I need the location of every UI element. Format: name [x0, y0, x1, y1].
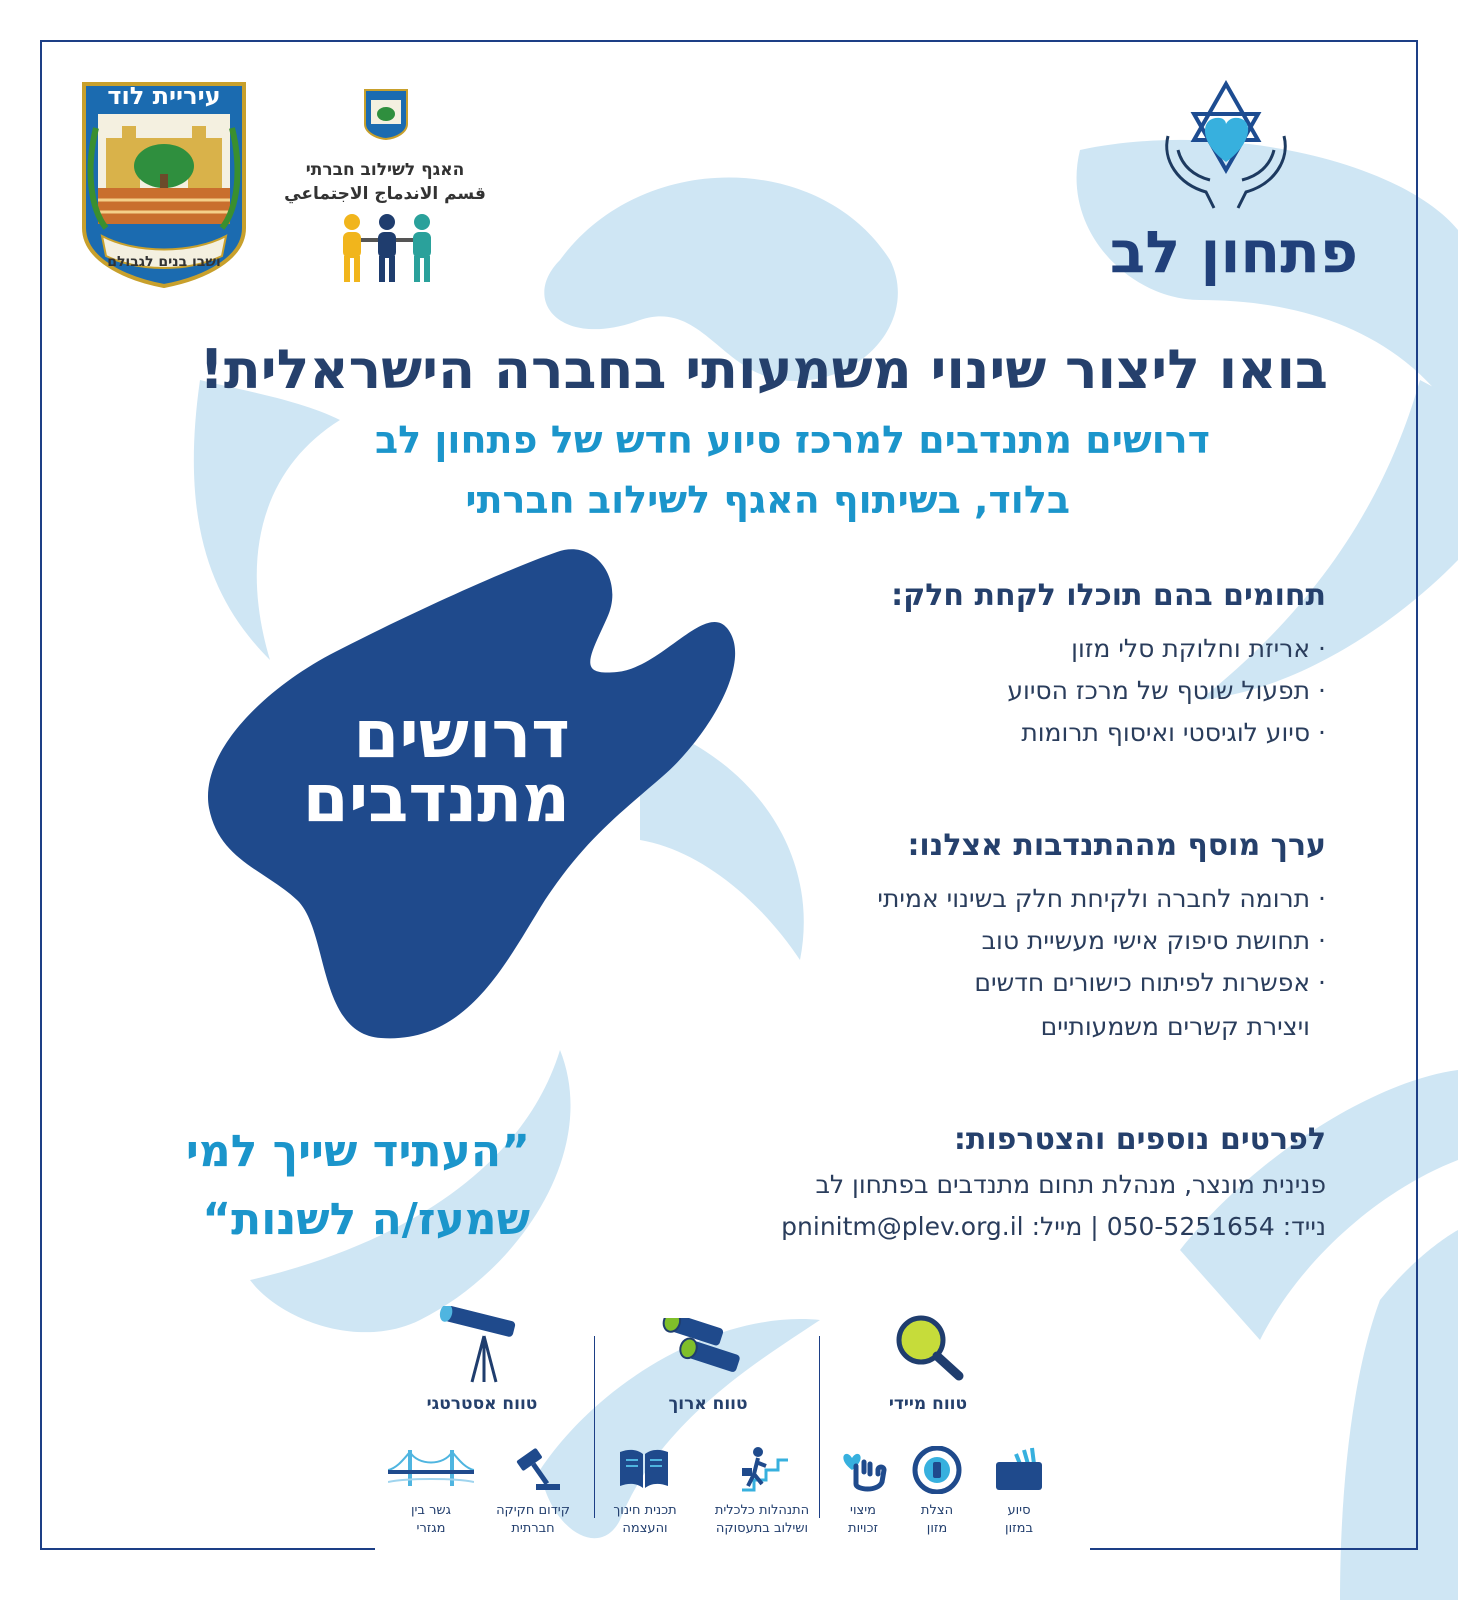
- value-item-continuation: ויצירת קשרים משמעותיים: [1040, 1012, 1310, 1041]
- dept-name-arabic: قسم الاندماج الاجتماعي: [284, 184, 486, 204]
- range-divider: [819, 1336, 820, 1518]
- areas-item: · תפעול שוטף של מרכז הסיוע: [1007, 676, 1326, 705]
- career-stairs-icon: [736, 1446, 788, 1492]
- value-item-text: תרומה לחברה ולקיחת חלק בשינוי אמיתי: [877, 884, 1311, 913]
- main-headline: בואו ליצור שינוי משמעותי בחברה הישראלית!: [199, 338, 1328, 401]
- social-integration-logo: [363, 88, 409, 140]
- telescope-icon: [434, 1306, 530, 1384]
- range-strategic-label: טווח אסטרטגי: [426, 1394, 538, 1414]
- range-immediate-label: טווח מיידי: [888, 1394, 968, 1414]
- people-holding-hands-icon: [328, 212, 446, 284]
- bridge-icon: [388, 1446, 474, 1490]
- blob-text-line1: דרושים: [353, 696, 570, 773]
- areas-item-text: אריזת וחלוקת סלי מזון: [1071, 634, 1311, 663]
- book-icon: [618, 1446, 670, 1490]
- rights-hand-icon: [838, 1446, 888, 1492]
- magnifier-icon: [893, 1312, 965, 1382]
- icon-label: התנהלות כלכלית ושילוב בתעסוקה: [714, 1503, 810, 1536]
- frame-gap: [375, 1540, 1090, 1560]
- dept-name-hebrew: האגף לשילוב חברתי: [305, 160, 465, 180]
- quote-line1: ”העתיד שייך למי: [185, 1126, 530, 1177]
- icon-label: גשר בין מגזרי: [410, 1503, 451, 1536]
- blob-text-line2: מתנדבים: [302, 760, 570, 837]
- icon-label: קידום חקיקה חברתית: [496, 1503, 570, 1536]
- lod-emblem-motto: ושבו בנים לגבולם: [107, 254, 221, 270]
- icon-label: תכנית חינוך והעצמה: [613, 1503, 677, 1536]
- contact-phone-email[interactable]: נייד: 050-5251654 | מייל: pninitm@plev.org.il: [781, 1212, 1326, 1241]
- subheadline-line2: בלוד, בשיתוף האגף לשילוב חברתי: [465, 478, 1070, 522]
- range-divider: [594, 1336, 595, 1518]
- value-item-text: תחושת סיפוק אישי מעשיית טוב: [981, 926, 1311, 955]
- range-long-label: טווח ארוך: [668, 1394, 748, 1414]
- areas-item-text: סיוע לוגיסטי ואיסוף תרומות: [1021, 718, 1311, 747]
- icon-label: מיצוי זכויות: [848, 1503, 878, 1536]
- areas-item-text: תפעול שוטף של מרכז הסיוע: [1007, 676, 1311, 705]
- food-rescue-icon: [912, 1446, 962, 1494]
- value-item: · תרומה לחברה ולקיחת חלק בשינוי אמיתי: [877, 884, 1326, 913]
- areas-item: · סיוע לוגיסטי ואיסוף תרומות: [1021, 718, 1326, 747]
- quote-line2: שמעז/ה לשנות“: [202, 1194, 530, 1245]
- lod-emblem-title: עיריית לוד: [107, 82, 221, 110]
- binoculars-icon: [650, 1318, 758, 1374]
- value-item: · תחושת סיפוק אישי מעשיית טוב: [981, 926, 1326, 955]
- value-title: ערך מוסף מההתנדבות אצלנו:: [907, 828, 1326, 863]
- contact-name: פנינית מונצר, מנהלת תחום מתנדבים בפתחון לב: [815, 1170, 1326, 1199]
- contact-title: לפרטים נוספים והצטרפות:: [953, 1122, 1326, 1157]
- pitchon-lev-name: פתחון לב: [1109, 218, 1358, 286]
- areas-title: תחומים בהם תוכלו לקחת חלק:: [891, 578, 1326, 613]
- icon-label: הצלת מזון: [920, 1503, 954, 1536]
- value-item: · אפשרות לפיתוח כישורים חדשים: [974, 968, 1326, 997]
- subheadline-line1: דרושים מתנדבים למרכז סיוע חדש של פתחון לב: [374, 418, 1210, 462]
- icon-label: סיוע במזון: [1005, 1503, 1033, 1536]
- areas-item: · אריזת וחלוקת סלי מזון: [1071, 634, 1326, 663]
- hands-heart-star-icon: [1158, 80, 1294, 212]
- gavel-icon: [506, 1446, 562, 1492]
- food-basket-icon: [994, 1446, 1044, 1492]
- value-item-text: אפשרות לפיתוח כישורים חדשים: [974, 968, 1311, 997]
